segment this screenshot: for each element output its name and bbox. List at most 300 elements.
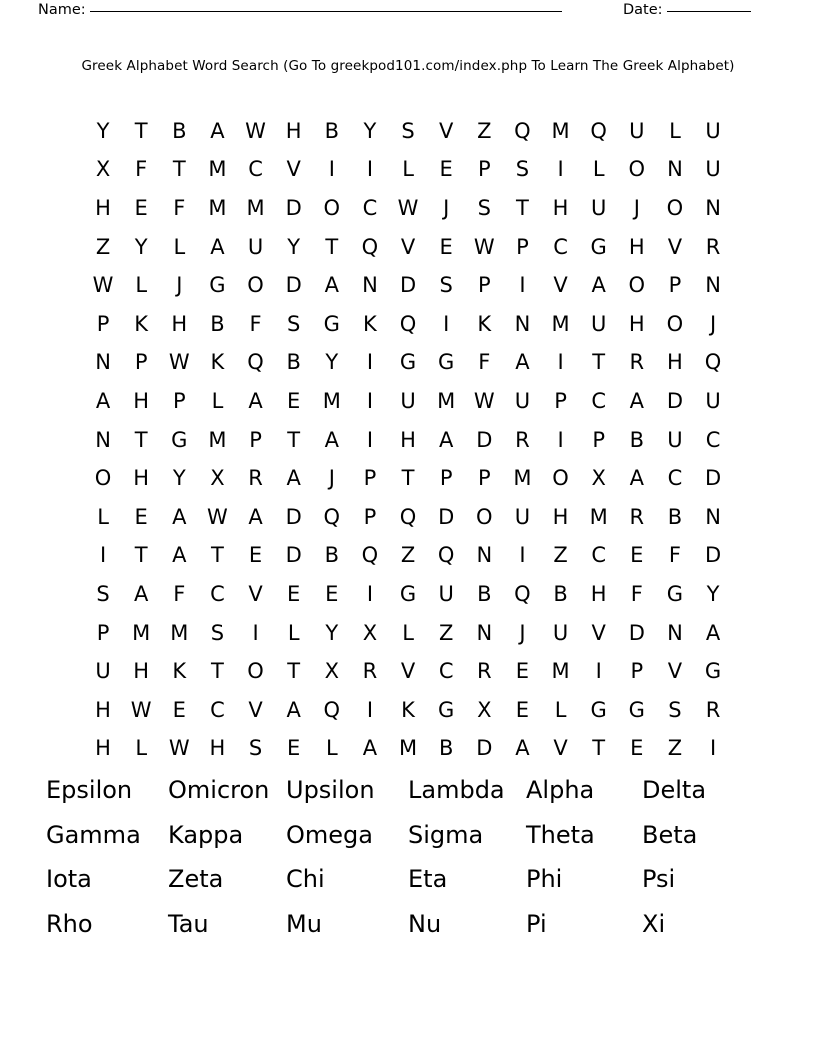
grid-letter[interactable]: U (591, 311, 607, 336)
grid-letter[interactable]: C (591, 543, 607, 568)
grid-letter[interactable]: N (667, 157, 683, 182)
grid-letter[interactable]: V (553, 736, 568, 761)
grid-letter[interactable]: R (477, 659, 492, 684)
grid-letter[interactable]: S (401, 118, 415, 143)
grid-letter[interactable]: K (477, 311, 492, 336)
grid-letter[interactable]: G (590, 697, 607, 722)
grid-letter[interactable]: W (130, 697, 152, 722)
grid-letter[interactable]: E (325, 581, 339, 606)
grid-letter[interactable]: G (666, 581, 684, 606)
grid-letter[interactable]: V (667, 234, 683, 259)
grid-letter[interactable]: U (514, 388, 531, 413)
grid-letter[interactable]: W (473, 234, 495, 259)
grid-letter[interactable]: X (477, 697, 492, 722)
grid-letter[interactable]: A (248, 504, 263, 529)
grid-letter[interactable]: S (96, 581, 110, 606)
grid-letter[interactable]: A (210, 234, 225, 259)
grid-letter[interactable]: C (705, 427, 721, 452)
grid-letter[interactable]: M (322, 388, 341, 413)
grid-letter[interactable]: J (709, 311, 717, 336)
grid-letter[interactable]: L (135, 736, 148, 761)
grid-letter[interactable]: E (287, 736, 301, 761)
grid-letter[interactable]: D (285, 195, 302, 220)
grid-letter[interactable]: A (134, 581, 149, 606)
grid-letter[interactable]: T (287, 427, 301, 452)
grid-letter[interactable]: V (400, 234, 416, 259)
grid-letter[interactable]: H (95, 195, 111, 220)
grid-letter[interactable]: Z (438, 620, 454, 645)
grid-letter[interactable]: E (287, 388, 301, 413)
grid-letter[interactable]: T (134, 543, 148, 568)
grid-letter[interactable]: E (248, 543, 263, 568)
grid-letter[interactable]: Y (325, 620, 339, 645)
grid-letter[interactable]: T (401, 466, 415, 491)
grid-letter[interactable]: R (248, 466, 263, 491)
grid-letter[interactable]: S (248, 736, 263, 761)
grid-letter[interactable]: Q (437, 543, 455, 568)
grid-letter[interactable]: U (95, 659, 111, 684)
word-list-item[interactable]: Xi (642, 909, 666, 938)
grid-letter[interactable]: M (551, 659, 570, 684)
grid-letter[interactable]: F (173, 195, 186, 220)
grid-letter[interactable]: T (134, 427, 148, 452)
word-list-item[interactable]: Mu (286, 909, 322, 938)
grid-letter[interactable]: L (402, 157, 414, 182)
grid-letter[interactable]: M (208, 427, 227, 452)
word-list-item[interactable]: Rho (46, 909, 93, 938)
grid-letter[interactable]: I (366, 388, 374, 413)
grid-letter[interactable]: H (628, 311, 645, 336)
word-list-item[interactable]: Delta (642, 776, 707, 804)
grid-letter[interactable]: Y (706, 581, 720, 606)
grid-letter[interactable]: A (248, 388, 263, 413)
grid-letter[interactable]: Q (323, 504, 341, 529)
word-list-item[interactable]: Epsilon (46, 776, 133, 804)
grid-letter[interactable]: P (554, 388, 567, 413)
grid-letter[interactable]: C (210, 697, 225, 722)
grid-letter[interactable]: N (476, 620, 493, 645)
grid-letter[interactable]: L (669, 118, 681, 143)
grid-letter[interactable]: L (554, 697, 567, 722)
grid-letter[interactable]: I (443, 311, 450, 336)
grid-letter[interactable]: A (629, 388, 644, 413)
word-list-item[interactable]: Phi (526, 865, 563, 893)
grid-letter[interactable]: G (590, 234, 607, 259)
grid-letter[interactable]: D (704, 466, 722, 491)
grid-letter[interactable]: Y (172, 466, 186, 491)
grid-letter[interactable]: Z (95, 234, 111, 259)
grid-letter[interactable]: I (557, 427, 564, 452)
grid-letter[interactable]: A (515, 736, 530, 761)
grid-letter[interactable]: H (400, 427, 416, 452)
grid-letter[interactable]: Y (287, 234, 301, 259)
grid-letter[interactable]: S (287, 311, 301, 336)
grid-letter[interactable]: E (439, 234, 453, 259)
grid-letter[interactable]: G (438, 697, 455, 722)
grid-letter[interactable]: O (552, 466, 569, 491)
grid-letter[interactable]: Y (134, 234, 148, 259)
grid-letter[interactable]: S (439, 273, 453, 298)
grid-letter[interactable]: N (476, 543, 493, 568)
grid-letter[interactable]: Q (399, 504, 417, 529)
grid-letter[interactable]: R (515, 427, 530, 452)
grid-letter[interactable]: N (362, 273, 378, 298)
grid-letter[interactable]: C (248, 157, 263, 182)
grid-letter[interactable]: U (591, 195, 607, 220)
word-list-item[interactable]: Nu (408, 909, 442, 938)
grid-letter[interactable]: B (667, 504, 683, 529)
grid-letter[interactable]: B (438, 736, 454, 761)
grid-letter[interactable]: E (134, 504, 148, 529)
grid-letter[interactable]: C (438, 659, 454, 684)
grid-letter[interactable]: H (133, 659, 150, 684)
grid-letter[interactable]: D (438, 504, 455, 529)
grid-letter[interactable]: H (171, 311, 188, 336)
grid-letter[interactable]: P (363, 466, 377, 491)
grid-letter[interactable]: E (630, 736, 644, 761)
grid-letter[interactable]: S (668, 697, 682, 722)
grid-letter[interactable]: N (514, 311, 531, 336)
grid-letter[interactable]: E (134, 195, 148, 220)
grid-letter[interactable]: I (557, 157, 564, 182)
grid-letter[interactable]: A (515, 350, 530, 375)
grid-letter[interactable]: L (135, 273, 148, 298)
grid-letter[interactable]: H (552, 195, 569, 220)
grid-letter[interactable]: G (399, 581, 417, 606)
grid-letter[interactable]: A (705, 620, 721, 645)
grid-letter[interactable]: B (172, 118, 187, 143)
grid-letter[interactable]: F (478, 350, 491, 375)
grid-letter[interactable]: H (552, 504, 569, 529)
word-list-item[interactable]: Tau (168, 909, 209, 938)
grid-letter[interactable]: H (95, 736, 111, 761)
grid-letter[interactable]: I (366, 157, 374, 182)
grid-letter[interactable]: D (666, 388, 684, 413)
grid-letter[interactable]: F (630, 581, 643, 606)
grid-letter[interactable]: W (168, 350, 190, 375)
grid-letter[interactable]: O (666, 311, 684, 336)
grid-letter[interactable]: G (323, 311, 340, 336)
grid-letter[interactable]: Y (96, 118, 110, 143)
grid-letter[interactable]: B (210, 311, 225, 336)
date-input-line[interactable] (667, 10, 751, 12)
grid-letter[interactable]: T (211, 659, 224, 684)
word-list-item[interactable]: Upsilon (286, 776, 375, 804)
name-input-line[interactable] (90, 10, 562, 12)
grid-letter[interactable]: Y (363, 118, 377, 143)
grid-letter[interactable]: D (476, 427, 493, 452)
grid-letter[interactable]: V (439, 118, 454, 143)
grid-letter[interactable]: G (628, 697, 645, 722)
grid-letter[interactable]: Q (399, 311, 417, 336)
grid-letter[interactable]: J (633, 195, 640, 220)
grid-letter[interactable]: M (170, 620, 189, 645)
grid-letter[interactable]: C (553, 234, 568, 259)
grid-letter[interactable]: U (552, 620, 569, 645)
grid-letter[interactable]: A (439, 427, 454, 452)
grid-letter[interactable]: T (325, 234, 339, 259)
word-list-item[interactable]: Omicron (168, 776, 270, 804)
grid-letter[interactable]: A (286, 697, 301, 722)
grid-letter[interactable]: L (173, 234, 186, 259)
grid-letter[interactable]: X (362, 620, 378, 645)
grid-letter[interactable]: Q (704, 350, 722, 375)
grid-letter[interactable]: I (366, 427, 374, 452)
grid-letter[interactable]: I (557, 350, 564, 375)
word-list-item[interactable]: Sigma (408, 820, 484, 849)
grid-letter[interactable]: K (210, 350, 225, 375)
grid-letter[interactable]: A (629, 466, 644, 491)
grid-letter[interactable]: V (667, 659, 683, 684)
grid-letter[interactable]: E (439, 157, 453, 182)
grid-letter[interactable]: P (134, 350, 148, 375)
grid-letter[interactable]: O (628, 273, 646, 298)
grid-letter[interactable]: E (515, 659, 530, 684)
grid-letter[interactable]: U (705, 388, 721, 413)
grid-letter[interactable]: A (591, 273, 606, 298)
grid-letter[interactable]: Q (514, 118, 531, 143)
grid-letter[interactable]: I (366, 350, 374, 375)
grid-letter[interactable]: U (705, 157, 721, 182)
grid-letter[interactable]: A (286, 466, 301, 491)
grid-letter[interactable]: N (705, 504, 721, 529)
grid-letter[interactable]: P (668, 273, 682, 298)
grid-letter[interactable]: V (591, 620, 606, 645)
grid-letter[interactable]: F (249, 311, 262, 336)
grid-letter[interactable]: K (134, 311, 149, 336)
grid-letter[interactable]: M (551, 311, 570, 336)
grid-letter[interactable]: H (285, 118, 302, 143)
grid-letter[interactable]: C (667, 466, 683, 491)
grid-letter[interactable]: T (516, 195, 529, 220)
grid-letter[interactable]: T (172, 157, 186, 182)
grid-letter[interactable]: X (324, 659, 339, 684)
grid-letter[interactable]: C (362, 195, 378, 220)
grid-letter[interactable]: U (629, 118, 645, 143)
grid-letter[interactable]: W (168, 736, 190, 761)
grid-letter[interactable]: A (210, 118, 225, 143)
grid-letter[interactable]: M (399, 736, 418, 761)
grid-letter[interactable]: C (591, 388, 607, 413)
grid-letter[interactable]: G (209, 273, 226, 298)
grid-letter[interactable]: I (519, 543, 526, 568)
grid-letter[interactable]: M (132, 620, 151, 645)
grid-letter[interactable]: W (207, 504, 228, 529)
grid-letter[interactable]: L (97, 504, 109, 529)
grid-letter[interactable]: J (443, 195, 450, 220)
grid-letter[interactable]: Q (590, 118, 607, 143)
grid-letter[interactable]: K (363, 311, 377, 336)
grid-letter[interactable]: P (477, 273, 491, 298)
grid-letter[interactable]: I (366, 581, 374, 606)
grid-letter[interactable]: Z (553, 543, 568, 568)
grid-letter[interactable]: F (668, 543, 681, 568)
grid-letter[interactable]: P (96, 311, 110, 336)
grid-letter[interactable]: E (172, 697, 186, 722)
grid-letter[interactable]: P (516, 234, 529, 259)
word-list-item[interactable]: Eta (408, 865, 448, 893)
grid-letter[interactable]: R (705, 697, 721, 722)
grid-letter[interactable]: B (629, 427, 645, 452)
word-list-item[interactable]: Gamma (46, 820, 141, 849)
grid-letter[interactable]: U (514, 504, 531, 529)
grid-letter[interactable]: Z (400, 543, 416, 568)
grid-letter[interactable]: U (667, 427, 683, 452)
grid-letter[interactable]: P (96, 620, 110, 645)
word-list-item[interactable]: Psi (642, 865, 676, 893)
grid-letter[interactable]: W (92, 273, 114, 298)
grid-letter[interactable]: P (592, 427, 606, 452)
grid-letter[interactable]: H (628, 234, 645, 259)
grid-letter[interactable]: I (252, 620, 259, 645)
grid-letter[interactable]: X (95, 157, 111, 182)
grid-letter[interactable]: H (590, 581, 607, 606)
grid-letter[interactable]: J (519, 620, 526, 645)
grid-letter[interactable]: J (176, 273, 183, 298)
grid-letter[interactable]: E (515, 697, 530, 722)
grid-letter[interactable]: Q (247, 350, 264, 375)
grid-letter[interactable]: C (210, 581, 225, 606)
grid-letter[interactable]: I (595, 659, 602, 684)
grid-letter[interactable]: Y (325, 350, 339, 375)
grid-letter[interactable]: G (704, 659, 722, 684)
grid-letter[interactable]: A (324, 273, 339, 298)
grid-letter[interactable]: S (515, 157, 530, 182)
grid-letter[interactable]: Z (477, 118, 492, 143)
grid-letter[interactable]: P (172, 388, 186, 413)
grid-letter[interactable]: V (248, 697, 263, 722)
word-list-item[interactable]: Alpha (526, 776, 595, 804)
grid-letter[interactable]: H (95, 697, 111, 722)
grid-letter[interactable]: Q (514, 581, 531, 606)
grid-letter[interactable]: U (438, 581, 454, 606)
grid-letter[interactable]: V (553, 273, 568, 298)
grid-letter[interactable]: X (210, 466, 225, 491)
grid-letter[interactable]: O (476, 504, 493, 529)
grid-letter[interactable]: B (477, 581, 492, 606)
grid-letter[interactable]: H (133, 388, 150, 413)
grid-letter[interactable]: B (553, 581, 568, 606)
grid-letter[interactable]: O (247, 273, 264, 298)
grid-letter[interactable]: S (477, 195, 491, 220)
word-list-item[interactable]: Beta (642, 820, 698, 849)
grid-letter[interactable]: M (589, 504, 608, 529)
grid-letter[interactable]: G (399, 350, 417, 375)
grid-letter[interactable]: O (628, 157, 646, 182)
grid-letter[interactable]: H (133, 466, 150, 491)
grid-letter[interactable]: Q (361, 543, 379, 568)
grid-letter[interactable]: Q (361, 234, 379, 259)
grid-letter[interactable]: M (551, 118, 570, 143)
grid-letter[interactable]: N (95, 427, 111, 452)
word-list-item[interactable]: Chi (286, 865, 325, 893)
grid-letter[interactable]: D (285, 273, 302, 298)
grid-letter[interactable]: E (287, 581, 301, 606)
grid-letter[interactable]: J (328, 466, 335, 491)
grid-letter[interactable]: Z (667, 736, 683, 761)
grid-letter[interactable]: H (209, 736, 226, 761)
grid-letter[interactable]: T (134, 118, 148, 143)
grid-letter[interactable]: T (211, 543, 224, 568)
grid-letter[interactable]: O (666, 195, 684, 220)
grid-letter[interactable]: P (477, 157, 491, 182)
grid-letter[interactable]: O (247, 659, 264, 684)
grid-letter[interactable]: M (246, 195, 265, 220)
grid-letter[interactable]: U (705, 118, 721, 143)
grid-letter[interactable]: T (287, 659, 301, 684)
grid-letter[interactable]: L (287, 620, 300, 645)
word-list-item[interactable]: Omega (286, 820, 373, 849)
grid-letter[interactable]: I (366, 697, 374, 722)
grid-letter[interactable]: M (437, 388, 456, 413)
grid-letter[interactable]: R (629, 504, 645, 529)
grid-letter[interactable]: B (324, 118, 340, 143)
grid-letter[interactable]: A (95, 388, 111, 413)
grid-letter[interactable]: G (438, 350, 455, 375)
grid-letter[interactable]: S (210, 620, 225, 645)
grid-letter[interactable]: R (629, 350, 645, 375)
grid-letter[interactable]: L (402, 620, 414, 645)
grid-letter[interactable]: N (667, 620, 683, 645)
grid-letter[interactable]: I (519, 273, 526, 298)
grid-letter[interactable]: L (211, 388, 224, 413)
grid-letter[interactable]: A (172, 543, 187, 568)
grid-letter[interactable]: D (285, 504, 302, 529)
grid-letter[interactable]: U (247, 234, 264, 259)
grid-letter[interactable]: D (285, 543, 302, 568)
grid-letter[interactable]: V (400, 659, 416, 684)
grid-letter[interactable]: P (630, 659, 644, 684)
grid-letter[interactable]: N (705, 195, 721, 220)
grid-letter[interactable]: A (362, 736, 378, 761)
grid-letter[interactable]: O (323, 195, 341, 220)
grid-letter[interactable]: O (94, 466, 112, 491)
grid-letter[interactable]: I (99, 543, 107, 568)
grid-letter[interactable]: V (248, 581, 263, 606)
word-list-item[interactable]: Iota (46, 865, 92, 893)
grid-letter[interactable]: P (363, 504, 377, 529)
grid-letter[interactable]: A (172, 504, 187, 529)
grid-letter[interactable]: D (628, 620, 645, 645)
grid-letter[interactable]: M (513, 466, 532, 491)
grid-letter[interactable]: I (328, 157, 335, 182)
grid-letter[interactable]: U (400, 388, 416, 413)
grid-letter[interactable]: P (249, 427, 262, 452)
word-list-item[interactable]: Lambda (408, 776, 505, 804)
grid-letter[interactable]: R (705, 234, 721, 259)
grid-letter[interactable]: N (95, 350, 111, 375)
word-list-item[interactable]: Pi (526, 909, 547, 938)
grid-letter[interactable]: G (171, 427, 188, 452)
grid-letter[interactable]: D (704, 543, 722, 568)
grid-letter[interactable]: D (399, 273, 417, 298)
grid-letter[interactable]: F (135, 157, 148, 182)
grid-letter[interactable]: I (709, 736, 717, 761)
grid-letter[interactable]: B (286, 350, 301, 375)
grid-letter[interactable]: M (208, 195, 227, 220)
grid-letter[interactable]: E (630, 543, 644, 568)
grid-letter[interactable]: K (172, 659, 187, 684)
grid-letter[interactable]: L (325, 736, 338, 761)
grid-letter[interactable]: Q (323, 697, 341, 722)
grid-letter[interactable]: M (208, 157, 227, 182)
grid-letter[interactable]: P (439, 466, 453, 491)
word-list-item[interactable]: Theta (526, 820, 595, 849)
grid-letter[interactable]: W (245, 118, 266, 143)
grid-letter[interactable]: H (667, 350, 683, 375)
grid-letter[interactable]: W (473, 388, 495, 413)
grid-letter[interactable]: N (705, 273, 721, 298)
